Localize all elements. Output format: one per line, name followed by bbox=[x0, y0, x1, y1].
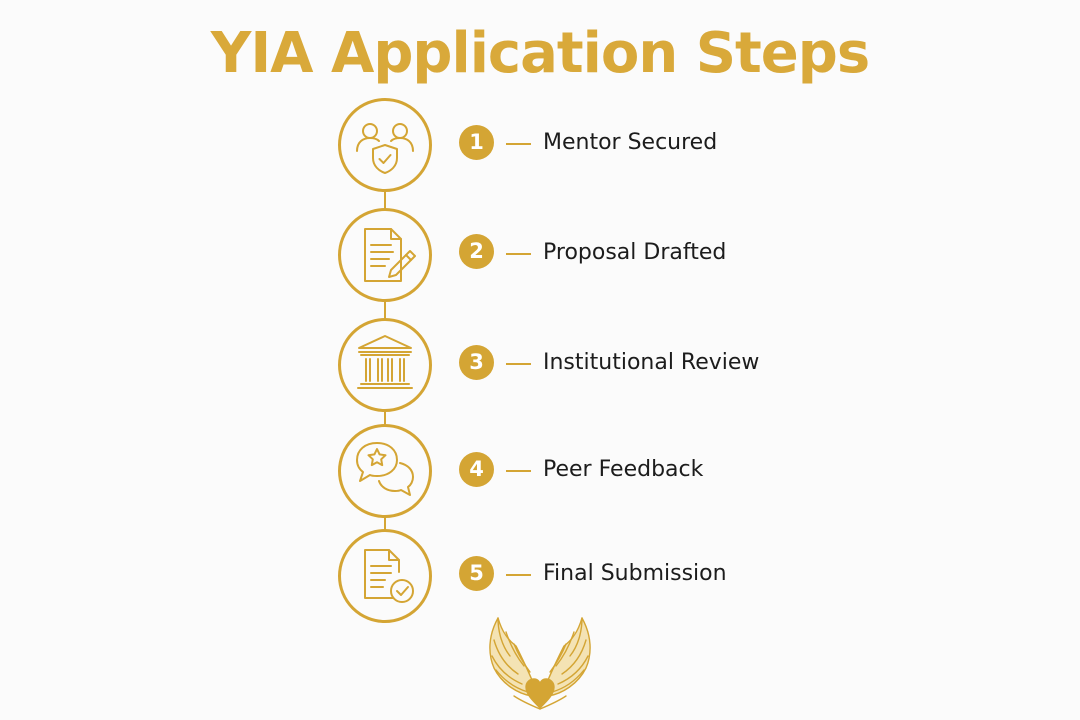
step-2-dash bbox=[506, 253, 531, 255]
mentor-shield-icon bbox=[341, 101, 429, 189]
step-2-label: Proposal Drafted bbox=[543, 240, 727, 265]
document-check-icon bbox=[341, 532, 429, 620]
step-5-dash bbox=[506, 574, 531, 576]
step-3-label: Institutional Review bbox=[543, 350, 760, 375]
step-3-dash bbox=[506, 363, 531, 365]
step-3-number-badge: 3 bbox=[459, 345, 494, 380]
step-2-circle bbox=[338, 208, 432, 302]
step-4-circle bbox=[338, 424, 432, 518]
institution-building-icon bbox=[341, 321, 429, 409]
step-5-label: Final Submission bbox=[543, 561, 727, 586]
step-4-number-badge: 4 bbox=[459, 452, 494, 487]
step-1-dash bbox=[506, 143, 531, 145]
step-3-circle bbox=[338, 318, 432, 412]
speech-bubbles-star-icon bbox=[341, 427, 429, 515]
page-title: YIA Application Steps bbox=[210, 21, 870, 86]
step-5-circle bbox=[338, 529, 432, 623]
step-2-number-badge: 2 bbox=[459, 234, 494, 269]
step-1-number-badge: 1 bbox=[459, 125, 494, 160]
document-pencil-icon bbox=[341, 211, 429, 299]
step-4-dash bbox=[506, 470, 531, 472]
step-5-number-badge: 5 bbox=[459, 556, 494, 591]
step-1-label: Mentor Secured bbox=[543, 130, 718, 155]
step-1-circle bbox=[338, 98, 432, 192]
step-4-label: Peer Feedback bbox=[543, 457, 704, 482]
winged-heart-icon bbox=[480, 610, 600, 714]
